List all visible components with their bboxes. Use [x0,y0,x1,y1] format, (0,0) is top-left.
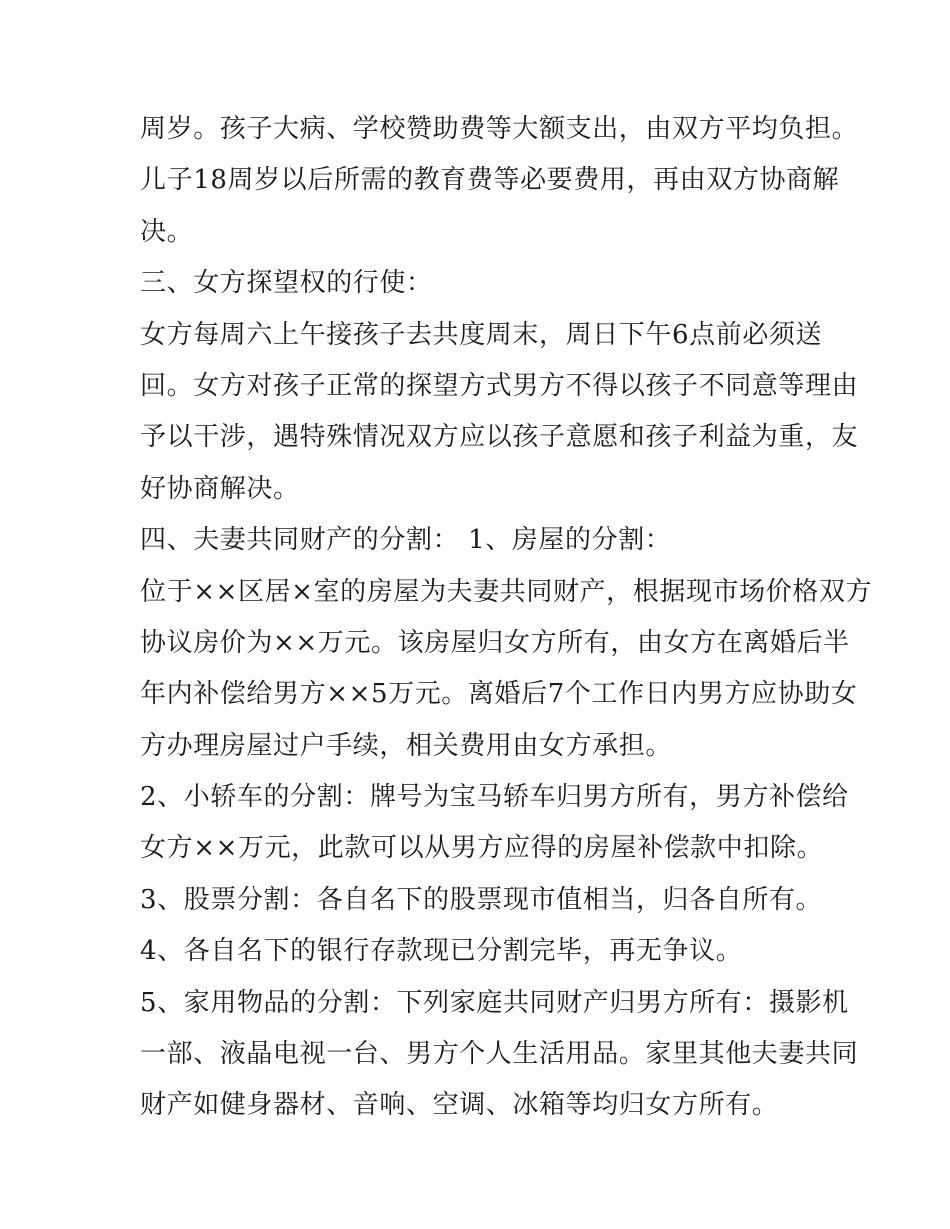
text-line: 女方××万元，此款可以从男方应得的房屋补偿款中扣除。 [140,833,824,864]
text-line: 予以干涉，遇特殊情况双方应以孩子意愿和孩子利益为重，友 [140,422,859,453]
text-line: 年内补偿给男方××5万元。离婚后7个工作日内男方应协助女 [140,679,858,710]
text-line: 决。 [140,216,194,247]
document-body [140,104,873,1132]
text-line: 方办理房屋过户手续，相关费用由女方承担。 [140,730,673,761]
text-line: 一部、液晶电视一台、男方个人生活用品。家里其他夫妻共同 [140,1039,859,1070]
text-line: 周岁。孩子大病、学校赞助费等大额支出，由双方平均负担。 [140,114,859,144]
section-heading: 三、女方探望权的行使： [140,268,433,299]
text-line: 儿子18周岁以后所需的教育费等必要费用，再由双方协商解 [140,165,840,196]
text-line: 2、小轿车的分割：牌号为宝马轿车归男方所有，男方补偿给 [140,782,849,813]
text-line: 协议房价为××万元。该房屋归女方所有，由女方在离婚后半 [140,627,850,658]
text-line: 回。女方对孩子正常的探望方式男方不得以孩子不同意等理由 [140,370,859,401]
text-line: 位于××区居×室的房屋为夫妻共同财产，根据现市场价格双方 [140,576,873,607]
text-line: 财产如健身器材、音响、空调、冰箱等均归女方所有。 [140,1090,779,1121]
text-line: 4、各自名下的银行存款现已分割完毕，再无争议。 [140,936,743,967]
section-heading: 四、夫妻共同财产的分割： 1、房屋的分割： [140,525,672,556]
text-line: 5、家用物品的分割：下列家庭共同财产归男方所有：摄影机 [140,987,849,1018]
text-line: 好协商解决。 [140,473,300,504]
text-line: 女方每周六上午接孩子去共度周末，周日下午6点前必须送 [140,319,823,350]
text-line: 3、股票分割：各自名下的股票现市值相当，归各自所有。 [140,884,823,915]
